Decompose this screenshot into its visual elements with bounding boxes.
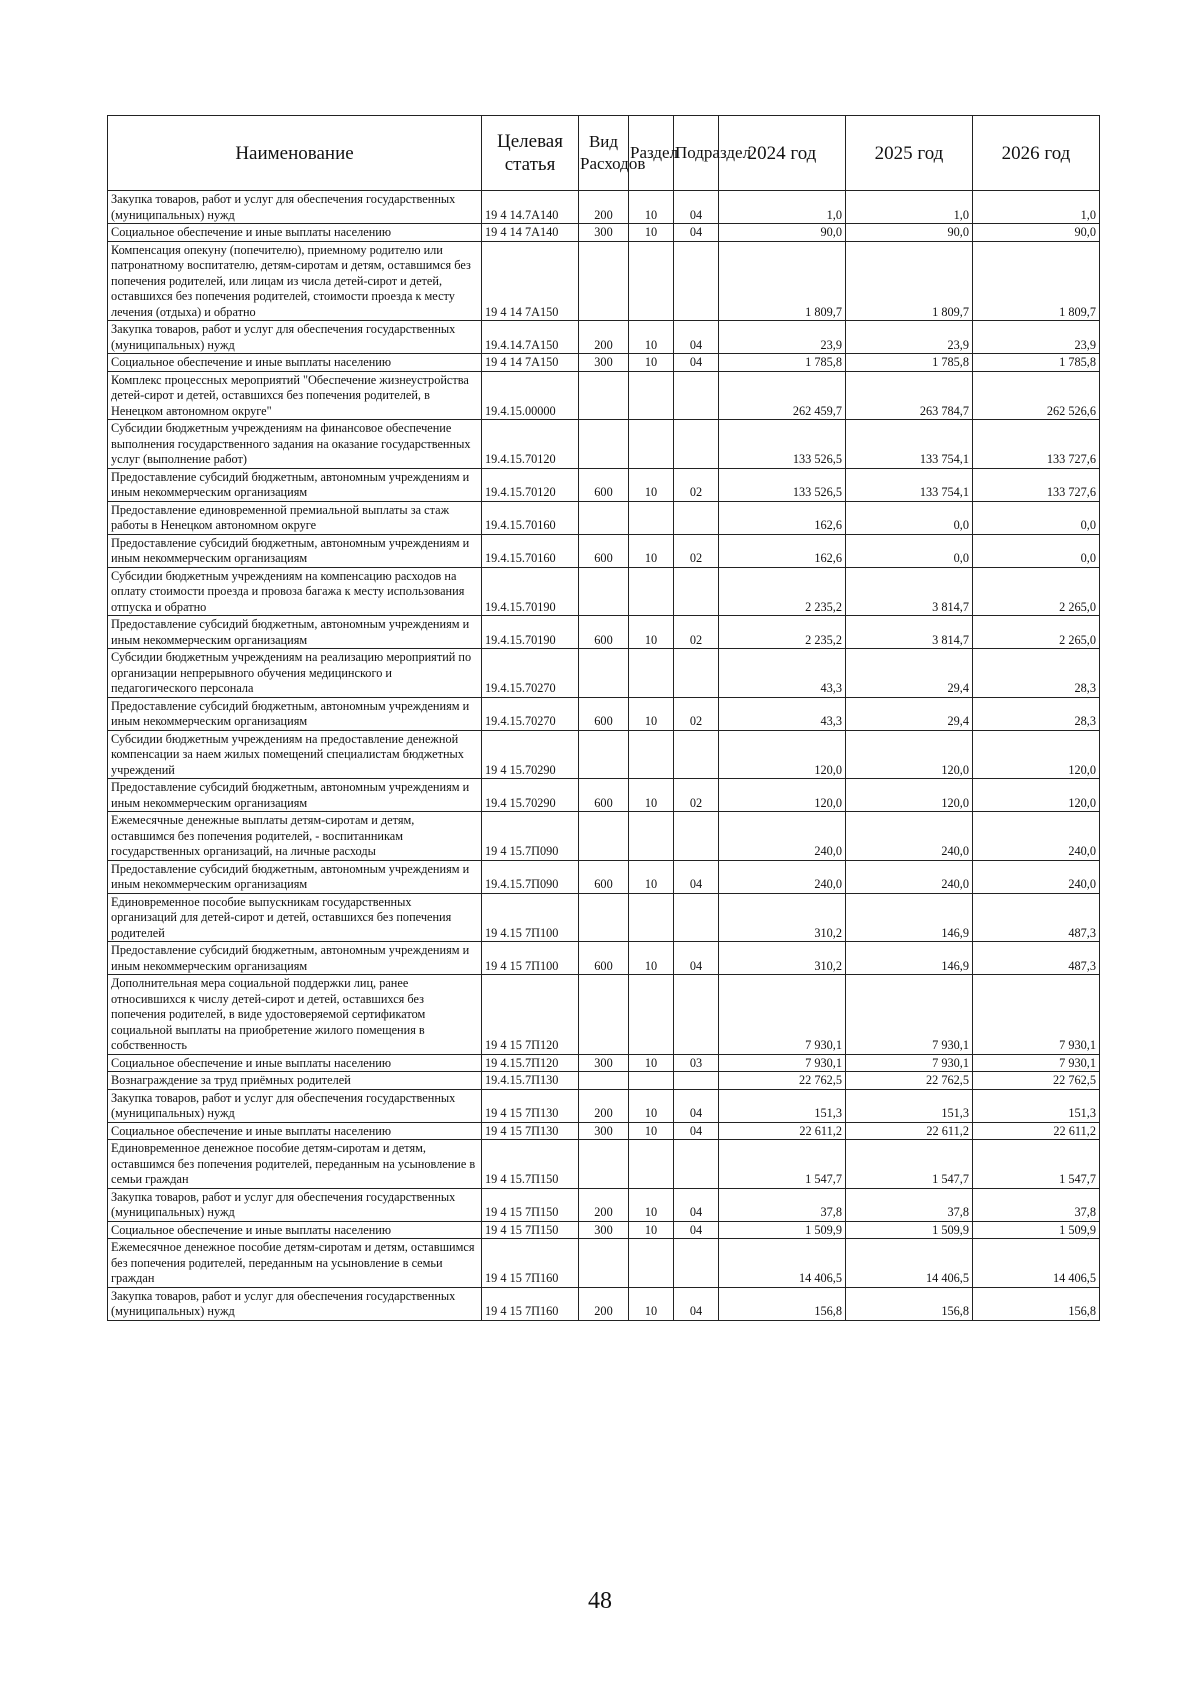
cell-target-article: 19.4.15.7П090 (482, 860, 579, 893)
cell-name: Предоставление субсидий бюджетным, автономным учреждениям и иным некоммерческим организациям (108, 616, 482, 649)
cell-2026: 14 406,5 (973, 1239, 1100, 1288)
cell-2024: 43,3 (719, 649, 846, 698)
table-row (108, 1089, 1100, 1122)
cell-2025: 90,0 (846, 224, 973, 242)
cell-2025: 7 930,1 (846, 1054, 973, 1072)
cell-subsection: 04 (674, 1221, 719, 1239)
table-row (108, 697, 1100, 730)
cell-2025: 146,9 (846, 942, 973, 975)
cell-section: 10 (629, 616, 674, 649)
cell-2026: 1 785,8 (973, 354, 1100, 372)
cell-section: 10 (629, 1287, 674, 1320)
cell-subsection: 04 (674, 354, 719, 372)
cell-2024: 262 459,7 (719, 371, 846, 420)
cell-target-article: 19 4 14 7А150 (482, 241, 579, 321)
table-row (108, 1054, 1100, 1072)
cell-2024: 37,8 (719, 1188, 846, 1221)
cell-2024: 22 762,5 (719, 1072, 846, 1090)
cell-2025: 0,0 (846, 534, 973, 567)
cell-2025: 133 754,1 (846, 468, 973, 501)
cell-name: Дополнительная мера социальной поддержки лиц, ранее относившихся к числу детей-сирот и детей, оставшихся без попечения родителей, в виде удостоверяемой сертификатом социальной выплаты на приобретение жилого помещения в собственность (108, 975, 482, 1055)
cell-subsection: 04 (674, 1287, 719, 1320)
cell-2026: 1 809,7 (973, 241, 1100, 321)
cell-name: Комплекс процессных мероприятий "Обеспечение жизнеустройства детей-сирот и детей, оставшихся без попечения родителей, в Ненецком автономном округе" (108, 371, 482, 420)
cell-2024: 133 526,5 (719, 468, 846, 501)
table-row (108, 616, 1100, 649)
table-row (108, 860, 1100, 893)
table-row (108, 1122, 1100, 1140)
cell-subsection: 02 (674, 616, 719, 649)
cell-section: 10 (629, 1089, 674, 1122)
cell-2025: 1 809,7 (846, 241, 973, 321)
cell-subsection: 02 (674, 697, 719, 730)
cell-target-article: 19 4.15 7П100 (482, 893, 579, 942)
cell-section: 10 (629, 354, 674, 372)
cell-2025: 3 814,7 (846, 567, 973, 616)
cell-2026: 487,3 (973, 942, 1100, 975)
cell-2025: 120,0 (846, 730, 973, 779)
cell-subsection (674, 241, 719, 321)
cell-2024: 310,2 (719, 942, 846, 975)
cell-expense-type (579, 812, 629, 861)
cell-subsection (674, 501, 719, 534)
cell-target-article: 19 4 14.7А140 (482, 191, 579, 224)
cell-target-article: 19 4 14 7А140 (482, 224, 579, 242)
table-row (108, 501, 1100, 534)
cell-2024: 240,0 (719, 860, 846, 893)
cell-expense-type: 600 (579, 697, 629, 730)
table-row (108, 321, 1100, 354)
cell-2025: 240,0 (846, 860, 973, 893)
cell-subsection (674, 420, 719, 469)
table-header (108, 116, 1100, 191)
cell-expense-type: 600 (579, 942, 629, 975)
cell-2026: 28,3 (973, 697, 1100, 730)
cell-section (629, 649, 674, 698)
cell-target-article: 19.4.15.00000 (482, 371, 579, 420)
cell-subsection: 03 (674, 1054, 719, 1072)
budget-table (107, 115, 1100, 1321)
cell-2026: 23,9 (973, 321, 1100, 354)
cell-section (629, 975, 674, 1055)
cell-subsection (674, 812, 719, 861)
cell-2026: 7 930,1 (973, 975, 1100, 1055)
header-2026: 2026 год (973, 116, 1100, 191)
cell-expense-type: 200 (579, 191, 629, 224)
cell-subsection (674, 649, 719, 698)
cell-2026: 90,0 (973, 224, 1100, 242)
cell-section (629, 567, 674, 616)
cell-subsection (674, 1072, 719, 1090)
cell-2026: 22 762,5 (973, 1072, 1100, 1090)
cell-2024: 1 547,7 (719, 1140, 846, 1189)
cell-subsection: 02 (674, 468, 719, 501)
cell-expense-type: 300 (579, 224, 629, 242)
cell-2024: 162,6 (719, 534, 846, 567)
cell-expense-type: 200 (579, 1089, 629, 1122)
table-row (108, 1072, 1100, 1090)
cell-target-article: 19 4 15 7П130 (482, 1089, 579, 1122)
cell-section (629, 893, 674, 942)
cell-expense-type (579, 371, 629, 420)
cell-subsection: 04 (674, 191, 719, 224)
cell-name: Закупка товаров, работ и услуг для обеспечения государственных (муниципальных) нужд (108, 321, 482, 354)
cell-subsection: 04 (674, 224, 719, 242)
cell-target-article: 19.4.15.70160 (482, 534, 579, 567)
cell-2024: 162,6 (719, 501, 846, 534)
table-row (108, 224, 1100, 242)
cell-section: 10 (629, 942, 674, 975)
cell-2026: 1 547,7 (973, 1140, 1100, 1189)
cell-2024: 156,8 (719, 1287, 846, 1320)
cell-2026: 2 265,0 (973, 567, 1100, 616)
cell-name: Социальное обеспечение и иные выплаты населению (108, 1122, 482, 1140)
cell-2026: 151,3 (973, 1089, 1100, 1122)
table-row (108, 1221, 1100, 1239)
cell-expense-type (579, 1072, 629, 1090)
cell-target-article: 19.4.15.70190 (482, 616, 579, 649)
cell-name: Предоставление единовременной премиальной выплаты за стаж работы в Ненецком автономном округе (108, 501, 482, 534)
cell-section (629, 1072, 674, 1090)
cell-2025: 0,0 (846, 501, 973, 534)
cell-name: Социальное обеспечение и иные выплаты населению (108, 1054, 482, 1072)
cell-2026: 28,3 (973, 649, 1100, 698)
cell-2026: 2 265,0 (973, 616, 1100, 649)
cell-2024: 1 809,7 (719, 241, 846, 321)
table-row (108, 649, 1100, 698)
cell-2026: 0,0 (973, 534, 1100, 567)
cell-2024: 133 526,5 (719, 420, 846, 469)
cell-target-article: 19 4 15.70290 (482, 730, 579, 779)
cell-section (629, 371, 674, 420)
cell-name: Субсидии бюджетным учреждениям на финансовое обеспечение выполнения государственного задания на оказание государственных услуг (выполнение работ) (108, 420, 482, 469)
cell-expense-type: 300 (579, 1221, 629, 1239)
header-target-article: Целевая статья (482, 116, 579, 191)
cell-name: Закупка товаров, работ и услуг для обеспечения государственных (муниципальных) нужд (108, 1287, 482, 1320)
cell-name: Предоставление субсидий бюджетным, автономным учреждениям и иным некоммерческим организациям (108, 534, 482, 567)
table-row (108, 1140, 1100, 1189)
cell-2026: 487,3 (973, 893, 1100, 942)
header-expense-type: Вид Расходов (579, 116, 629, 191)
cell-name: Субсидии бюджетным учреждениям на реализацию мероприятий по организации непрерывного обучения медицинского и педагогического персонала (108, 649, 482, 698)
cell-target-article: 19.4 15.70290 (482, 779, 579, 812)
cell-2024: 7 930,1 (719, 975, 846, 1055)
table-row (108, 371, 1100, 420)
table-row (108, 241, 1100, 321)
cell-target-article: 19.4.15.7П130 (482, 1072, 579, 1090)
table-row (108, 812, 1100, 861)
cell-subsection: 04 (674, 321, 719, 354)
cell-section (629, 420, 674, 469)
cell-target-article: 19.4.15.70160 (482, 501, 579, 534)
cell-expense-type: 600 (579, 860, 629, 893)
cell-section (629, 1239, 674, 1288)
table-row (108, 567, 1100, 616)
cell-subsection: 04 (674, 860, 719, 893)
cell-section (629, 241, 674, 321)
cell-target-article: 19.4.15.70270 (482, 697, 579, 730)
cell-expense-type: 600 (579, 616, 629, 649)
cell-name: Предоставление субсидий бюджетным, автономным учреждениям и иным некоммерческим организациям (108, 860, 482, 893)
cell-expense-type: 600 (579, 779, 629, 812)
cell-2025: 263 784,7 (846, 371, 973, 420)
cell-2024: 310,2 (719, 893, 846, 942)
cell-2024: 1 509,9 (719, 1221, 846, 1239)
cell-2026: 133 727,6 (973, 420, 1100, 469)
cell-2026: 133 727,6 (973, 468, 1100, 501)
cell-section (629, 501, 674, 534)
table-row (108, 420, 1100, 469)
cell-target-article: 19 4 15 7П150 (482, 1188, 579, 1221)
cell-name: Вознаграждение за труд приёмных родителей (108, 1072, 482, 1090)
cell-2024: 23,9 (719, 321, 846, 354)
cell-2026: 0,0 (973, 501, 1100, 534)
cell-subsection: 04 (674, 1188, 719, 1221)
table-row (108, 1287, 1100, 1320)
cell-2026: 156,8 (973, 1287, 1100, 1320)
cell-2024: 1 785,8 (719, 354, 846, 372)
cell-section: 10 (629, 191, 674, 224)
cell-section: 10 (629, 1054, 674, 1072)
table-row (108, 975, 1100, 1055)
cell-name: Предоставление субсидий бюджетным, автономным учреждениям и иным некоммерческим организациям (108, 779, 482, 812)
page-number: 48 (588, 1588, 612, 1614)
cell-section: 10 (629, 1221, 674, 1239)
cell-subsection: 02 (674, 779, 719, 812)
cell-2025: 146,9 (846, 893, 973, 942)
cell-name: Единовременное пособие выпускникам государственных организаций для детей-сирот и детей, оставшихся без попечения родителей (108, 893, 482, 942)
cell-expense-type: 300 (579, 1054, 629, 1072)
cell-subsection: 04 (674, 942, 719, 975)
cell-name: Закупка товаров, работ и услуг для обеспечения государственных (муниципальных) нужд (108, 191, 482, 224)
cell-name: Единовременное денежное пособие детям-сиротам и детям, оставшимся без попечения родителей, переданным на усыновление в семьи граждан (108, 1140, 482, 1189)
cell-target-article: 19 4 15 7П130 (482, 1122, 579, 1140)
cell-name: Закупка товаров, работ и услуг для обеспечения государственных (муниципальных) нужд (108, 1089, 482, 1122)
cell-name: Социальное обеспечение и иные выплаты населению (108, 224, 482, 242)
cell-section (629, 1140, 674, 1189)
cell-target-article: 19.4.15.70120 (482, 420, 579, 469)
cell-2026: 262 526,6 (973, 371, 1100, 420)
cell-target-article: 19 4 15.7П150 (482, 1140, 579, 1189)
table-row (108, 191, 1100, 224)
cell-section: 10 (629, 534, 674, 567)
cell-name: Предоставление субсидий бюджетным, автономным учреждениям и иным некоммерческим организациям (108, 942, 482, 975)
cell-section: 10 (629, 1122, 674, 1140)
cell-name: Ежемесячные денежные выплаты детям-сиротам и детям, оставшимся без попечения родителей, - воспитанникам государственных организаций, на личные расходы (108, 812, 482, 861)
cell-2024: 90,0 (719, 224, 846, 242)
cell-expense-type (579, 893, 629, 942)
cell-expense-type (579, 1140, 629, 1189)
cell-2024: 2 235,2 (719, 616, 846, 649)
cell-2024: 240,0 (719, 812, 846, 861)
cell-target-article: 19.4.15.70270 (482, 649, 579, 698)
cell-subsection: 04 (674, 1122, 719, 1140)
cell-2025: 120,0 (846, 779, 973, 812)
cell-subsection (674, 1239, 719, 1288)
table-row (108, 1239, 1100, 1288)
cell-expense-type: 300 (579, 354, 629, 372)
cell-2025: 151,3 (846, 1089, 973, 1122)
cell-2026: 22 611,2 (973, 1122, 1100, 1140)
table-row (108, 354, 1100, 372)
cell-name: Компенсация опекуну (попечителю), приемному родителю или патронатному воспитателю, детям-сиротам и детям, оставшимся без попечения родителей, или лицам из числа детей-сирот и детей, оставшихся без попечения родителей, стоимости проезда к месту лечения (отдыха) и обратно (108, 241, 482, 321)
cell-2025: 1 509,9 (846, 1221, 973, 1239)
cell-name: Субсидии бюджетным учреждениям на предоставление денежной компенсации за наем жилых помещений специалистам бюджетных учреждений (108, 730, 482, 779)
cell-subsection (674, 371, 719, 420)
cell-2025: 1 785,8 (846, 354, 973, 372)
cell-2026: 37,8 (973, 1188, 1100, 1221)
cell-subsection (674, 730, 719, 779)
cell-section (629, 730, 674, 779)
cell-2026: 240,0 (973, 860, 1100, 893)
cell-2024: 120,0 (719, 730, 846, 779)
cell-section: 10 (629, 468, 674, 501)
cell-target-article: 19.4.14.7А150 (482, 321, 579, 354)
table-row (108, 942, 1100, 975)
cell-2025: 29,4 (846, 697, 973, 730)
cell-2025: 1 547,7 (846, 1140, 973, 1189)
header-2024: 2024 год (719, 116, 846, 191)
cell-name: Закупка товаров, работ и услуг для обеспечения государственных (муниципальных) нужд (108, 1188, 482, 1221)
cell-subsection: 02 (674, 534, 719, 567)
cell-2024: 1,0 (719, 191, 846, 224)
cell-expense-type (579, 501, 629, 534)
cell-2025: 22 611,2 (846, 1122, 973, 1140)
cell-target-article: 19 4 15 7П120 (482, 975, 579, 1055)
cell-expense-type: 200 (579, 1287, 629, 1320)
cell-expense-type: 200 (579, 1188, 629, 1221)
cell-2024: 7 930,1 (719, 1054, 846, 1072)
cell-2026: 1 509,9 (973, 1221, 1100, 1239)
cell-2024: 120,0 (719, 779, 846, 812)
header-name: Наименование (108, 116, 482, 191)
cell-section: 10 (629, 1188, 674, 1221)
cell-section: 10 (629, 860, 674, 893)
cell-expense-type (579, 1239, 629, 1288)
cell-2026: 120,0 (973, 730, 1100, 779)
cell-name: Социальное обеспечение и иные выплаты населению (108, 1221, 482, 1239)
cell-2026: 240,0 (973, 812, 1100, 861)
cell-2025: 3 814,7 (846, 616, 973, 649)
cell-2026: 1,0 (973, 191, 1100, 224)
cell-name: Предоставление субсидий бюджетным, автономным учреждениям и иным некоммерческим организациям (108, 697, 482, 730)
table-row (108, 534, 1100, 567)
cell-2024: 14 406,5 (719, 1239, 846, 1288)
cell-2026: 7 930,1 (973, 1054, 1100, 1072)
cell-2025: 7 930,1 (846, 975, 973, 1055)
cell-target-article: 19 4 14 7А150 (482, 354, 579, 372)
cell-target-article: 19 4 15.7П090 (482, 812, 579, 861)
cell-subsection (674, 567, 719, 616)
cell-section (629, 812, 674, 861)
cell-subsection (674, 1140, 719, 1189)
cell-2025: 156,8 (846, 1287, 973, 1320)
cell-expense-type: 600 (579, 468, 629, 501)
cell-2024: 43,3 (719, 697, 846, 730)
cell-2025: 37,8 (846, 1188, 973, 1221)
cell-2026: 120,0 (973, 779, 1100, 812)
cell-target-article: 19 4 15 7П160 (482, 1239, 579, 1288)
cell-2024: 22 611,2 (719, 1122, 846, 1140)
header-row (108, 116, 1100, 191)
cell-expense-type (579, 420, 629, 469)
cell-target-article: 19 4.15.7П120 (482, 1054, 579, 1072)
table-body (108, 191, 1100, 1321)
cell-section: 10 (629, 697, 674, 730)
cell-2024: 2 235,2 (719, 567, 846, 616)
cell-2025: 22 762,5 (846, 1072, 973, 1090)
cell-2025: 14 406,5 (846, 1239, 973, 1288)
table-row (108, 730, 1100, 779)
cell-expense-type (579, 730, 629, 779)
cell-expense-type (579, 649, 629, 698)
cell-2025: 240,0 (846, 812, 973, 861)
cell-section: 10 (629, 321, 674, 354)
cell-target-article: 19 4 15 7П160 (482, 1287, 579, 1320)
table-row (108, 468, 1100, 501)
cell-section: 10 (629, 224, 674, 242)
cell-name: Предоставление субсидий бюджетным, автономным учреждениям и иным некоммерческим организациям (108, 468, 482, 501)
cell-name: Социальное обеспечение и иные выплаты населению (108, 354, 482, 372)
table-row (108, 1188, 1100, 1221)
cell-name: Субсидии бюджетным учреждениям на компенсацию расходов на оплату стоимости проезда и провоза багажа к месту использования отпуска и обратно (108, 567, 482, 616)
cell-target-article: 19.4.15.70190 (482, 567, 579, 616)
cell-section: 10 (629, 779, 674, 812)
cell-2025: 23,9 (846, 321, 973, 354)
cell-expense-type (579, 241, 629, 321)
cell-expense-type (579, 975, 629, 1055)
table-row (108, 893, 1100, 942)
cell-2024: 151,3 (719, 1089, 846, 1122)
cell-expense-type: 600 (579, 534, 629, 567)
cell-target-article: 19 4 15 7П150 (482, 1221, 579, 1239)
cell-2025: 133 754,1 (846, 420, 973, 469)
cell-target-article: 19.4.15.70120 (482, 468, 579, 501)
cell-target-article: 19 4 15 7П100 (482, 942, 579, 975)
table-row (108, 779, 1100, 812)
cell-subsection: 04 (674, 1089, 719, 1122)
cell-expense-type (579, 567, 629, 616)
cell-subsection (674, 975, 719, 1055)
cell-2025: 1,0 (846, 191, 973, 224)
cell-expense-type: 300 (579, 1122, 629, 1140)
cell-2025: 29,4 (846, 649, 973, 698)
header-subsection: Подраздел (674, 116, 719, 191)
header-2025: 2025 год (846, 116, 973, 191)
cell-expense-type: 200 (579, 321, 629, 354)
header-section: Раздел (629, 116, 674, 191)
cell-subsection (674, 893, 719, 942)
cell-name: Ежемесячное денежное пособие детям-сиротам и детям, оставшимся без попечения родителей, переданным на усыновление в семьи граждан (108, 1239, 482, 1288)
